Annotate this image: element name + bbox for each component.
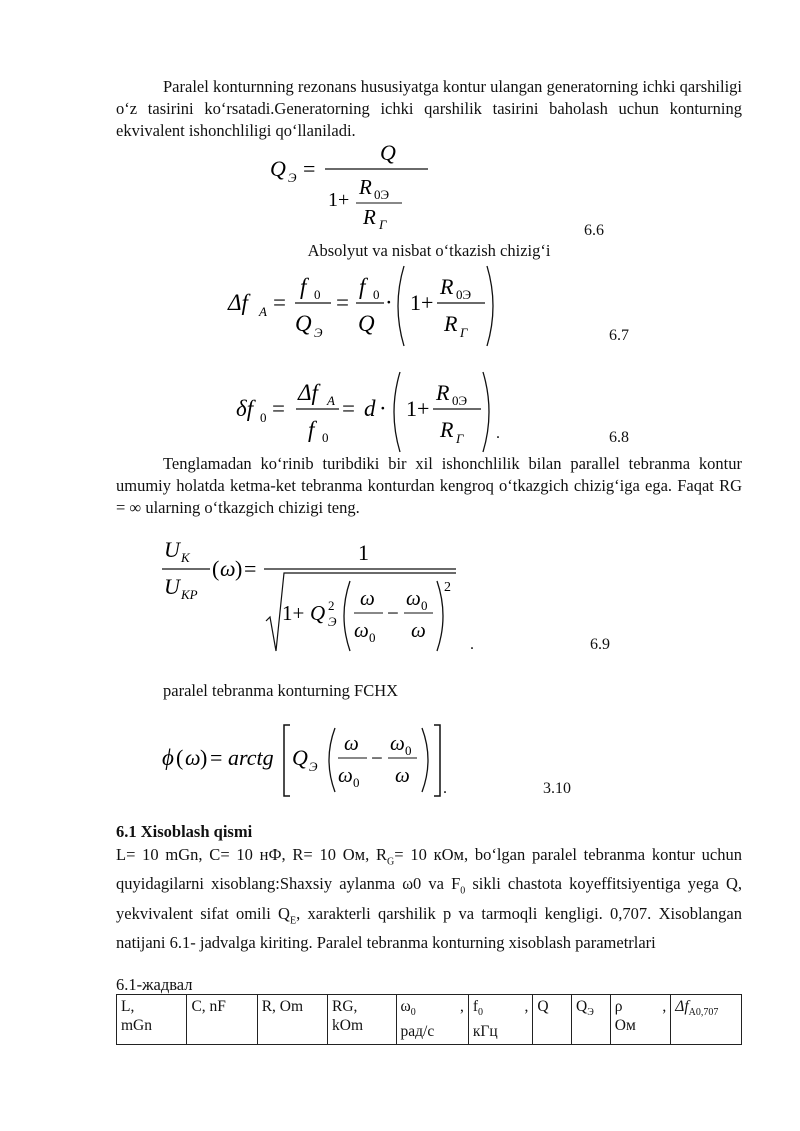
- header-text: ρ: [614, 998, 623, 1015]
- eq68-eq1: =: [272, 396, 285, 421]
- table-header-cell: [257, 995, 327, 1045]
- table-header-cell: [187, 995, 257, 1045]
- eq66-equals: =: [303, 156, 316, 181]
- calculation-table: [116, 994, 742, 1045]
- eq68-delta: δf: [236, 396, 254, 421]
- eq310-frac1-den-sub: 0: [353, 775, 360, 790]
- eq310-eq: =: [210, 745, 223, 770]
- header-text: L,: [121, 998, 135, 1015]
- eq67-f2: f: [359, 274, 366, 299]
- eq68-delta-fa-sub: A: [327, 393, 335, 408]
- eq68-dot: ·: [379, 396, 387, 421]
- eq67-paren-right: [487, 266, 493, 346]
- table-header-cell: [468, 995, 532, 1045]
- eq69-q-sup: 2: [328, 598, 335, 613]
- eq69-ukp: U: [164, 574, 180, 599]
- section-text-b: = 10 кОм, bo‘lgan paralel tebranma kontur uchun quyidagilarni xisoblang:Shaxsiy aylanma ω0 va F: [116, 845, 742, 894]
- eq310-bracket-left: [284, 725, 290, 796]
- fchx-line: paralel tebranma konturning FCHX: [163, 681, 399, 700]
- header-tail: ,: [460, 998, 464, 1015]
- eq-3-10-dot: .: [443, 780, 447, 797]
- eq69-frac2-num-sub: 0: [421, 598, 428, 613]
- eq67-r-num-sub: 0Э: [456, 287, 472, 302]
- eq68-f: f: [308, 417, 315, 442]
- eq69-paren-left: [344, 581, 350, 651]
- equation-6-9: [160, 533, 470, 663]
- eq67-sub-a: A: [259, 304, 267, 319]
- eq69-minus: −: [387, 601, 399, 625]
- eq67-eq1: =: [273, 290, 286, 315]
- eq67-r-den-sub: Г: [460, 325, 468, 340]
- header-text: RG,: [332, 998, 358, 1015]
- eq69-q-sub: Э: [328, 614, 337, 629]
- eq67-paren-left: [398, 266, 404, 346]
- eq69-paren-r: ): [235, 556, 243, 581]
- eq-6-8-dot: .: [496, 425, 500, 442]
- eq67-r-den: R: [444, 311, 458, 336]
- eq-number-6-9: 6.9: [590, 636, 610, 653]
- header-text: ω: [400, 998, 411, 1015]
- header-text: Δf: [675, 998, 689, 1015]
- equation-6-8: [236, 368, 516, 461]
- header-tail: ,: [662, 998, 667, 1015]
- eq310-omega: ω: [185, 745, 201, 770]
- section-paragraph: [116, 844, 742, 954]
- section-text-d: , xarakterli qarshilik p va tarmoqli kengligi. 0,707. Xisoblangan natijani 6.1- jadvalga kiriting. Paralel tebranma konturning xisoblash parametrlari: [116, 903, 742, 952]
- equation-3-10: [160, 720, 450, 805]
- eq68-paren-right: [483, 372, 489, 452]
- eq68-delta-sub: 0: [260, 410, 267, 425]
- equation-6-7-svg: [228, 262, 508, 350]
- eq310-frac2-den: ω: [395, 763, 410, 787]
- section-title: 6.1 Xisoblash qismi: [116, 822, 253, 841]
- eq68-eq2: =: [342, 396, 355, 421]
- eq67-f1-sub: 0: [314, 287, 321, 302]
- eq69-frac1-den-sub: 0: [369, 630, 376, 645]
- eq310-minus: −: [371, 746, 383, 770]
- eq69-frac2-den: ω: [411, 618, 426, 642]
- eq69-paren-right: [437, 581, 443, 651]
- eq67-eq2: =: [336, 290, 349, 315]
- section-text-a-sub: G: [387, 856, 395, 868]
- eq310-paren-l: (: [176, 745, 184, 770]
- eq66-r-num-sub: 0Э: [374, 187, 390, 202]
- eq67-one-plus: 1+: [410, 290, 434, 315]
- eq-number-6-7: 6.7: [609, 327, 629, 344]
- eq68-d: d: [364, 396, 376, 421]
- header-unit: кГц: [472, 1023, 498, 1041]
- header-sub: 0: [478, 1007, 484, 1019]
- equation-6-8-svg: [236, 368, 516, 456]
- equation-3-10-svg: [160, 720, 450, 800]
- header-text: C, nF: [191, 998, 226, 1015]
- eq68-r-den-sub: Г: [456, 431, 464, 446]
- eq69-eq: =: [244, 556, 257, 581]
- eq69-frac1-num: ω: [360, 586, 375, 610]
- absolute-line: Absolyut va nisbat o‘tkazish chizig‘i: [307, 241, 551, 260]
- eq310-frac2-num: ω: [390, 731, 405, 755]
- eq66-one-plus: 1+: [328, 189, 350, 211]
- equation-6-6-svg: [270, 140, 440, 235]
- eq66-lhs-sub: Э: [288, 170, 297, 185]
- table-caption: 6.1-жадвал: [116, 975, 193, 994]
- eq68-r-den: R: [440, 417, 454, 442]
- eq67-delta-f: Δf: [228, 290, 248, 315]
- eq67-q1: Q: [295, 311, 312, 336]
- header-sub: Э: [587, 1007, 594, 1019]
- section-text-b-sub: 0: [460, 885, 466, 897]
- eq310-frac2-num-sub: 0: [405, 743, 412, 758]
- paragraph-2: Tenglamadan ko‘rinib turibdiki bir xil ishonchlilik bilan parallel tebranma kontur umumiy holatda ketma-ket tebranma konturdan kengroq o‘tkazgich chizig‘iga ega. Faqat RG = ∞ ularning o‘tkazgich chizigi teng.: [116, 454, 742, 517]
- equation-6-9-svg: [160, 533, 470, 658]
- eq310-frac1-den: ω: [338, 763, 353, 787]
- table-header-cell: [572, 995, 611, 1045]
- eq68-delta-fa: Δf: [298, 380, 318, 405]
- eq310-paren-left: [329, 728, 335, 792]
- eq66-lhs: Q: [270, 156, 286, 181]
- eq310-arctg: arctg: [228, 745, 274, 770]
- header-sub: A0,707: [688, 1007, 719, 1019]
- eq69-paren-l: (: [212, 556, 220, 581]
- header-text: Q: [537, 998, 549, 1015]
- header-text: Q: [576, 998, 588, 1015]
- eq69-one-plus: 1+: [282, 601, 305, 625]
- table-header-cell: [533, 995, 572, 1045]
- eq68-r-num-sub: 0Э: [452, 393, 468, 408]
- header-unit: kOm: [332, 1017, 364, 1034]
- table-header-cell: [396, 995, 468, 1045]
- eq66-r-num: R: [359, 175, 372, 199]
- section-text-a: L= 10 mGn, C= 10 нФ, R= 10 Ом, R: [116, 845, 388, 864]
- eq69-omega: ω: [220, 556, 236, 581]
- equation-6-7: [228, 262, 508, 355]
- header-sub: 0: [410, 1007, 416, 1019]
- eq69-one: 1: [358, 540, 369, 565]
- header-unit: Ом: [614, 1017, 636, 1034]
- intro-paragraph: Paralel konturnning rezonans hususiyatga kontur ulangan generatorning ichki qarshiligi o‘z tasirini ko‘rsatadi.Generatorning ichki qarshilik tasirini baholash uchun konturning ekvivalent ishonchliligi qo‘llaniladi.: [116, 77, 742, 140]
- table-header-cell: [117, 995, 187, 1045]
- eq69-frac2-num: ω: [406, 586, 421, 610]
- header-unit: рад/с: [400, 1023, 435, 1041]
- eq69-ukp-sub: КР: [181, 587, 198, 602]
- eq68-one-plus: 1+: [406, 396, 430, 421]
- eq-6-9-dot: .: [470, 636, 474, 653]
- eq67-q1-sub: Э: [314, 325, 323, 340]
- eq67-r-num: R: [440, 274, 454, 299]
- equation-6-6: [270, 140, 440, 240]
- eq-number-6-6: 6.6: [584, 222, 604, 239]
- eq69-uk-sub: K: [181, 550, 190, 565]
- eq67-dot: ·: [385, 290, 393, 315]
- eq66-numerator: Q: [380, 140, 396, 165]
- table-header-row: [117, 995, 742, 1045]
- eq310-phi: ϕ: [162, 745, 174, 770]
- eq310-frac1-num: ω: [344, 731, 359, 755]
- header-text: f: [472, 998, 479, 1015]
- header-text: R, Om: [261, 998, 304, 1015]
- eq310-q-sub: Э: [309, 759, 318, 774]
- eq68-paren-left: [394, 372, 400, 452]
- eq67-q2: Q: [358, 311, 375, 336]
- eq67-f1: f: [300, 274, 307, 299]
- eq69-uk: U: [164, 537, 180, 562]
- header-tail: ,: [524, 998, 529, 1015]
- section-text-c: sikli chastota koyeffitsiyentiga yega Q, yekvivalent sifat omili Q: [116, 874, 742, 923]
- table-header-cell: [610, 995, 670, 1045]
- eq69-power: 2: [444, 580, 451, 595]
- eq69-frac1-den: ω: [354, 618, 369, 642]
- eq310-q: Q: [292, 745, 308, 770]
- eq310-paren-right: [422, 728, 428, 792]
- table-header-cell: [328, 995, 397, 1045]
- eq-number-3-10: 3.10: [543, 780, 571, 797]
- eq68-r-num: R: [436, 380, 450, 405]
- header-unit: mGn: [121, 1017, 152, 1034]
- table-header-cell: [671, 995, 742, 1045]
- eq66-r-den: R: [363, 205, 376, 229]
- eq69-q: Q: [310, 601, 326, 625]
- eq68-f-sub: 0: [322, 430, 329, 445]
- eq67-f2-sub: 0: [373, 287, 380, 302]
- eq66-r-den-sub: Г: [379, 217, 387, 232]
- eq310-paren-r: ): [200, 745, 208, 770]
- section-text-c-sub: E: [289, 914, 297, 926]
- eq310-bracket-right: [434, 725, 440, 796]
- eq-number-6-8: 6.8: [609, 429, 629, 446]
